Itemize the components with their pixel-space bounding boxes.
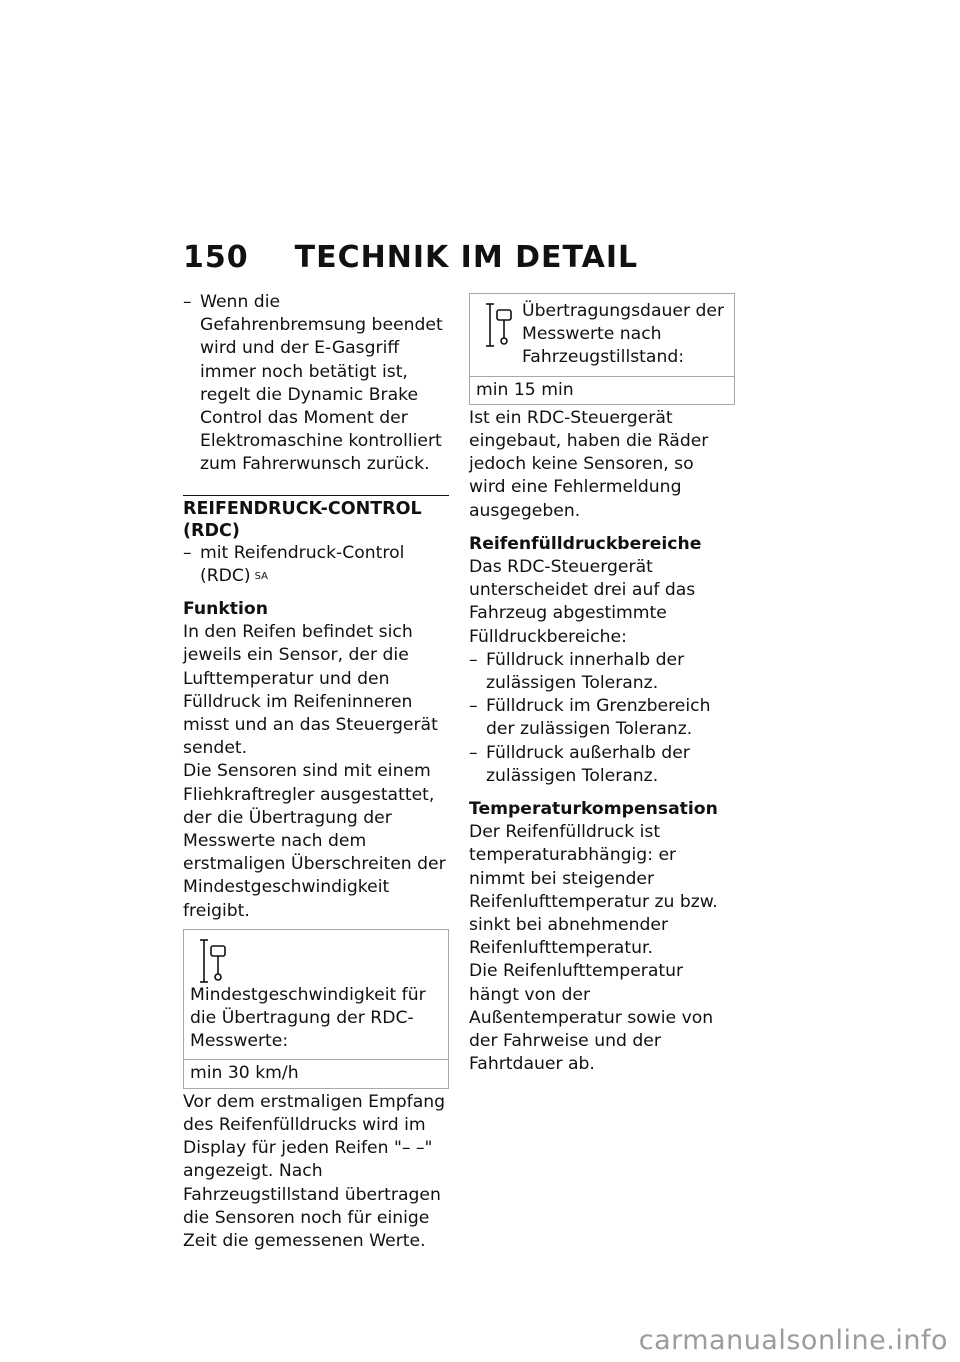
temp-paragraph-1: Der Reifenfülldruck ist temperaturabhängig: er nimmt bei steigender Reifenlufttemperatur zu bzw. sinkt bei abnehmender Reifenlufttemperatur. <box>469 822 718 959</box>
list-item <box>469 695 735 741</box>
bereiche-heading: Reifenfülldruckbereiche <box>469 533 702 554</box>
list-dash: – <box>469 649 478 670</box>
list-dash: – <box>183 292 192 312</box>
bereiche-intro: Das RDC-Steuergerät unterscheidet drei auf das Fahrzeug abgestimmte Fülldruckbereiche: <box>469 557 696 647</box>
page-header <box>183 240 638 275</box>
option-superscript: SA <box>254 570 268 582</box>
chapter-title: TECHNIK IM DETAIL <box>294 240 639 275</box>
funktion-paragraph-2: Die Sensoren sind mit einem Fliehkraftregler ausgestattet, der die Übertragung der Messwerte nach dem erstmaligen Überschreiten der Mindestgeschwindigkeit freigibt. <box>183 761 446 921</box>
list-item <box>469 649 735 695</box>
list-item-text: Fülldruck innerhalb der zulässigen Toleranz. <box>486 649 685 694</box>
list-item-text: Fülldruck außerhalb der zulässigen Toleranz. <box>486 742 690 786</box>
spec-box <box>183 929 449 1089</box>
gauge-ruler-icon <box>484 302 516 348</box>
section-title: REIFENDRUCK-CONTROL (RDC) <box>183 498 422 541</box>
rdc-paragraph: Ist ein RDC-Steuergerät eingebaut, haben die Räder jedoch keine Sensoren, so wird eine Fehlermeldung ausgegeben. <box>469 407 709 521</box>
funktion-heading: Funktion <box>183 599 268 620</box>
funktion-paragraph-1: In den Reifen befindet sich jeweils ein Sensor, der die Lufttemperatur und den Fülldruck im Reifeninneren misst und an das Steuergerät sendet. <box>183 622 438 759</box>
option-text: mit Reifendruck-Control (RDC) <box>200 542 405 586</box>
page-number: 150 <box>183 240 249 275</box>
watermark: carmanualsonline.info <box>638 1325 948 1356</box>
spec-value: min 30 km/h <box>184 1059 448 1087</box>
right-column <box>469 291 735 1077</box>
temp-paragraph-2: Die Reifenlufttemperatur hängt von der Außentemperatur sowie von der Fahrweise und der Fahrtdauer ab. <box>469 961 714 1075</box>
list-item <box>183 542 449 588</box>
list-dash: – <box>469 742 478 763</box>
list-item-text: Fülldruck im Grenzbereich der zulässigen Toleranz. <box>486 696 711 740</box>
list-dash: – <box>183 542 192 563</box>
list-item <box>469 742 735 788</box>
list-dash: – <box>469 696 478 717</box>
spec-box <box>469 293 735 405</box>
list-item <box>183 291 449 477</box>
left-column <box>183 291 449 1253</box>
temp-heading: Temperaturkompensation <box>469 799 718 820</box>
gauge-ruler-icon <box>198 938 230 984</box>
spec-description: Mindestgeschwindigkeit für die Übertragung der RDC-Messwerte: <box>190 984 426 1052</box>
list-item-text: Wenn die Gefahrenbremsung beendet wird und der E-Gasgriff immer noch betätigt ist, regelt die Dynamic Brake Control das Moment der Elektromaschine kontrolliert zum Fahrerwunsch zurück. <box>200 292 443 475</box>
after-spec-paragraph: Vor dem erstmaligen Empfang des Reifenfülldrucks wird im Display für jeden Reifen "– –" angezeigt. Nach Fahrzeugstillstand übertragen die Sensoren noch für einige Zeit die gemessenen Werte. <box>183 1091 446 1251</box>
spec-description: Übertragungsdauer der Messwerte nach Fahrzeugstillstand: <box>522 301 725 368</box>
spec-value: min 15 min <box>470 376 734 404</box>
